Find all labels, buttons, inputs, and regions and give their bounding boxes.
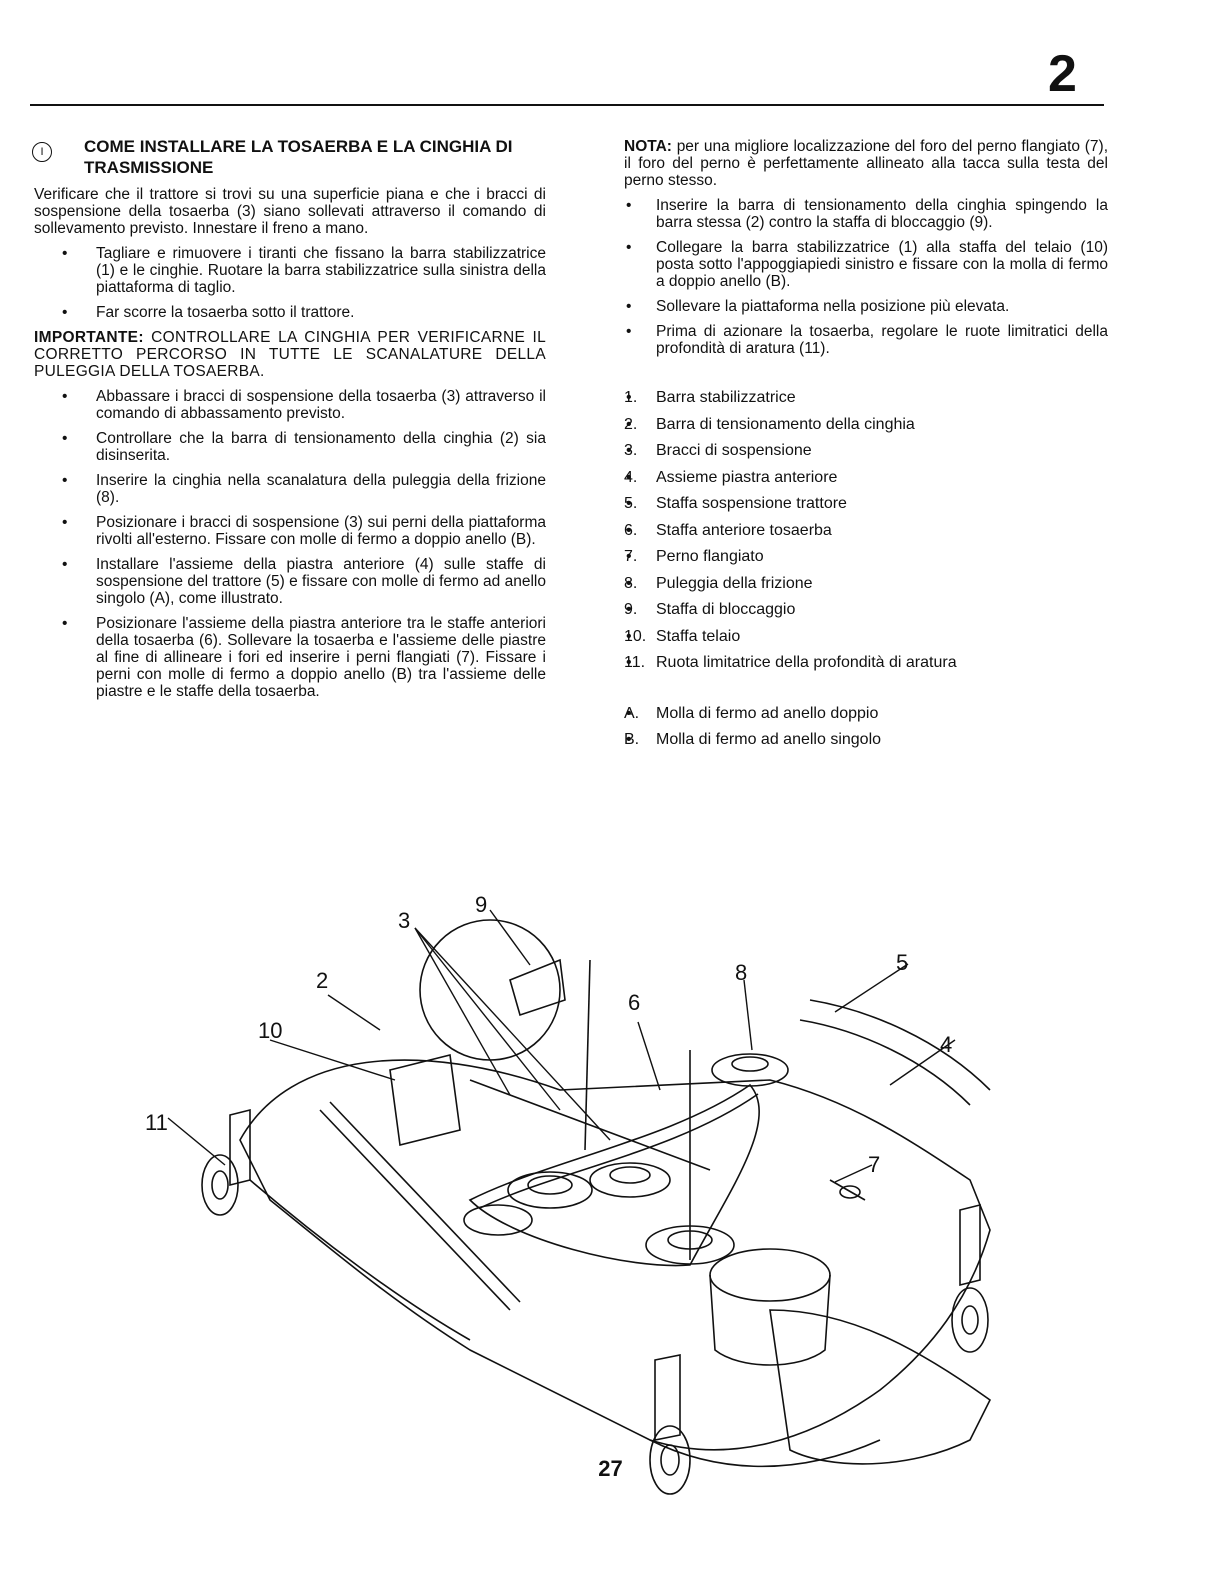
list-item: • Posizionare i bracci di sospensione (3) sui perni della piattaforma rivolti all'esterno. Fissare con molle di fermo a doppio anello (B). [34,514,546,548]
list-item: • Inserire la cinghia nella scanalatura della puleggia della frizione (8). [34,472,546,506]
callout-labels [108,892,952,1500]
list-item: • Controllare che la barra di tensionamento della cinghia (2) sia disinserita. [34,430,546,464]
left-column [34,136,546,708]
nota-text: per una migliore localizzazione del foro del perno flangiato (7), il foro del perno è perfettamente allineato alla tacca sulla testa del perno stesso. [624,138,1108,189]
legend-item: • 2. Barra di tensionamento della cinghia [624,412,1108,439]
callout-6: 6 [628,990,641,1015]
list-item: • Tagliare e rimuovere i tiranti che fissano la barra stabilizzatrice (1) e le cinghie. Ruotare la barra stabilizzatrice sulla sinistra della piattaforma di taglio. [34,245,546,296]
list-item: • Sollevare la piattaforma nella posizione più elevata. [624,298,1108,315]
callout-3: 3 [398,908,411,933]
list-item: • Inserire la barra di tensionamento della cinghia spingendo la barra stessa (2) contro la staffa di bloccaggio (9). [624,197,1108,231]
legend-item: • 11. Ruota limitatrice della profondità di aratura [624,650,1108,677]
legend-item: • 4. Assieme piastra anteriore [624,465,1108,492]
nota-label: NOTA: [624,138,672,155]
intro-paragraph: Verificare che il trattore si trovi su una superficie piana e che i bracci di sospensione della tosaerba (3) siano sollevati attraverso il comando di sollevamento previsto. Innestare il freno a mano. [34,186,546,237]
bullet-list-a [34,245,546,321]
legend-item: • 9. Staffa di bloccaggio [624,597,1108,624]
legend-item: • 10. Staffa telaio [624,624,1108,651]
callout-2: 2 [316,968,329,993]
right-column [624,138,1108,754]
callout-11: 11 [145,1110,168,1135]
list-item: • Collegare la barra stabilizzatrice (1) alla staffa del telaio (10) posta sotto l'appoggiapiedi sinistro e fissare con la molla di fermo a doppio anello (B). [624,239,1108,290]
legend-item: • 1. Barra stabilizzatrice [624,385,1108,412]
clip-legend [624,701,1108,754]
legend-item: • B. Molla di fermo ad anello singolo [624,727,1108,754]
list-item: • Far scorre la tosaerba sotto il trattore. [34,304,546,321]
important-label: IMPORTANTE: [34,329,144,346]
callout-9: 9 [475,892,488,917]
chapter-number: 2 [1048,45,1077,103]
page-number: 27 [598,1456,623,1481]
leader-lines [168,910,955,1500]
callout-8: 8 [735,960,748,985]
section-title: COME INSTALLARE LA TOSAERBA E LA CINGHIA DI TRASMISSIONE [84,137,513,177]
callout-10: 10 [258,1018,283,1043]
callout-7: 7 [868,1152,881,1177]
list-item: • Installare l'assieme della piastra anteriore (4) sulle staffe di sospensione del trattore (5) e fissare con molle di fermo ad anello singolo (A), come illustrato. [34,556,546,607]
bullet-list-b [34,388,546,700]
legend-item: • 6. Staffa anteriore tosaerba [624,518,1108,545]
callout-5: 5 [896,950,909,975]
legend-item: • 7. Perno flangiato [624,544,1108,571]
important-text: CONTROLLARE LA CINGHIA PER VERIFICARNE IL CORRETTO PERCORSO IN TUTTE LE SCANALATURE DELLA PULEGGIA DELLA TOSAERBA. [34,329,546,380]
parts-legend [624,385,1108,677]
list-item: • Posizionare l'assieme della piastra anteriore tra le staffe anteriori della tosaerba (6). Sollevare la tosaerba e l'assieme delle piastre al fine di allineare i fori ed inserire i perni flangiati (7). Fissare i perni con molle di fermo a doppio anello (B) tra l'assieme delle piastre e le staffe della tosaerba. [34,615,546,700]
list-item: • Prima di azionare la tosaerba, regolare le ruote limitratici della profondità di aratura (11). [624,323,1108,357]
deck-drawing [202,920,990,1494]
legend-item: • 8. Puleggia della frizione [624,571,1108,598]
callout-4: 4 [940,1032,953,1057]
language-marker: I [32,142,52,162]
mower-deck-diagram [90,880,1050,1500]
legend-item: • A. Molla di fermo ad anello doppio [624,701,1108,728]
header-rule [30,104,1104,106]
list-item: • Abbassare i bracci di sospensione della tosaerba (3) attraverso il comando di abbassamento previsto. [34,388,546,422]
legend-item: • 5. Staffa sospensione trattore [624,491,1108,518]
nota-paragraph [624,138,1108,189]
bullet-list-right [624,197,1108,357]
important-note [34,329,546,380]
legend-item: • 3. Bracci di sospensione [624,438,1108,465]
